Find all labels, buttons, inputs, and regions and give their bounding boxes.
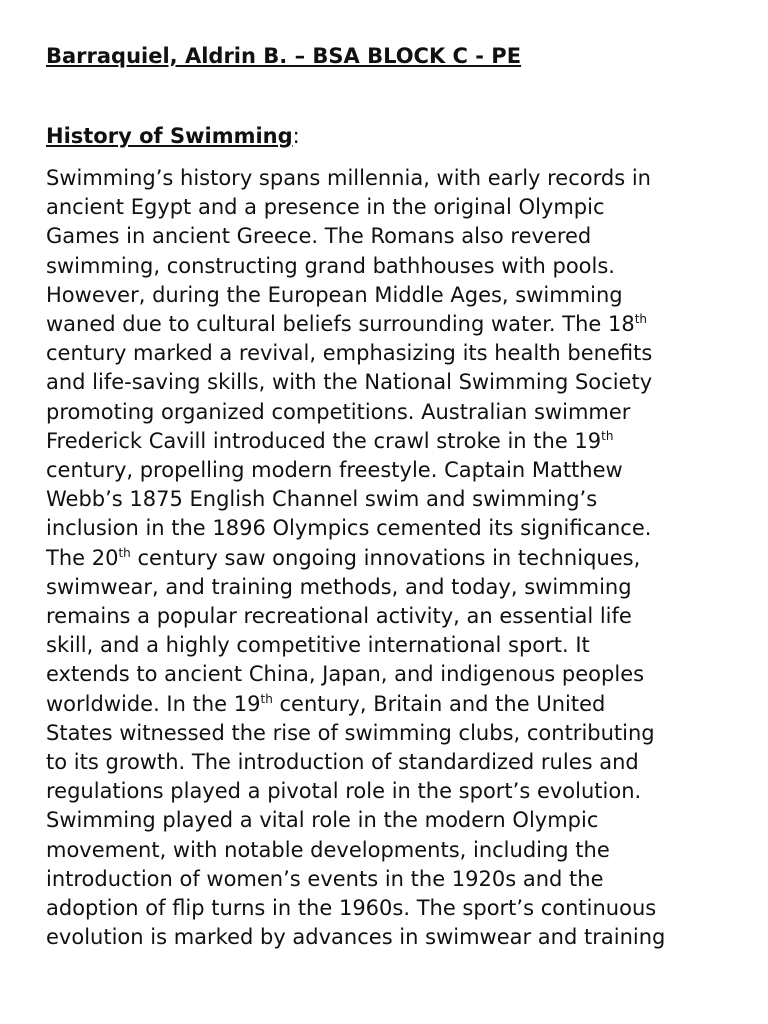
body-line — [46, 193, 736, 222]
body-line — [46, 310, 736, 339]
body-line — [46, 777, 736, 806]
body-line — [46, 923, 736, 952]
body-line-text: extends to ancient China, Japan, and indigenous peoples — [46, 662, 645, 687]
body-line-text: skill, and a highly competitive international sport. It — [46, 633, 590, 658]
body-line — [46, 222, 736, 251]
body-line — [46, 865, 736, 894]
body-line — [46, 631, 736, 660]
body-line — [46, 690, 736, 719]
body-line-text: Swimming’s history spans millennia, with early records in — [46, 166, 651, 190]
body-line-text: waned due to cultural beliefs surrounding water. The 18 — [46, 312, 635, 337]
body-line-text: ancient Egypt and a presence in the original Olympic — [46, 195, 605, 220]
body-line-text: evolution is marked by advances in swimwear and training — [46, 925, 666, 950]
body-line-text: Games in ancient Greece. The Romans also revered — [46, 224, 592, 249]
body-line-text: adoption of flip turns in the 1960s. The sport’s continuous — [46, 896, 657, 921]
body-line-text: However, during the European Middle Ages, swimming — [46, 282, 623, 307]
body-line — [46, 339, 736, 368]
body-line — [46, 456, 736, 485]
body-line — [46, 544, 736, 573]
body-line — [46, 573, 736, 602]
section-heading — [46, 124, 300, 148]
body-line-text: swimming, constructing grand bathhouses with pools. — [46, 253, 615, 278]
body-line — [46, 164, 736, 193]
body-line-text: States witnessed the rise of swimming clubs, contributing — [46, 720, 655, 745]
body-line-text: century marked a revival, emphasizing its health benefits — [46, 341, 653, 366]
body-line-text: movement, with notable developments, including the — [46, 837, 610, 862]
body-line-text: and life-saving skills, with the National Swimming Society — [46, 370, 653, 395]
body-line — [46, 485, 736, 514]
body-line-text: inclusion in the 1896 Olympics cemented its significance. — [46, 516, 652, 541]
body-line-text: worldwide. In the 19 — [46, 691, 261, 716]
body-line-text: promoting organized competitions. Australian swimmer — [46, 399, 631, 424]
body-line-text: The 20 — [46, 545, 119, 570]
body-line-text: introduction of women’s events in the 1920s and the — [46, 866, 604, 891]
body-line — [46, 252, 736, 281]
body-line — [46, 398, 736, 427]
ordinal-superscript: th — [118, 545, 131, 560]
document-header: Barraquiel, Aldrin B. – BSA BLOCK C - PE — [46, 44, 522, 68]
body-line-text: remains a popular recreational activity, an essential life — [46, 604, 632, 629]
body-line-text: Webb’s 1875 English Channel swim and swimming’s — [46, 487, 598, 512]
section-title-colon: : — [292, 124, 300, 148]
body-line — [46, 894, 736, 923]
body-line — [46, 660, 736, 689]
body-line-text-continued: century saw ongoing innovations in techniques, — [130, 545, 641, 570]
section-title: History of Swimming — [46, 124, 293, 148]
body-line — [46, 281, 736, 310]
body-line — [46, 719, 736, 748]
body-line — [46, 836, 736, 865]
body-line — [46, 368, 736, 397]
body-line-text: swimwear, and training methods, and today, swimming — [46, 574, 632, 599]
body-line — [46, 427, 736, 456]
body-line-text: century, propelling modern freestyle. Captain Matthew — [46, 458, 623, 483]
body-line-text: Swimming played a vital role in the modern Olympic — [46, 808, 599, 833]
body-line — [46, 748, 736, 777]
ordinal-superscript: th — [260, 691, 273, 706]
body-line-text: Frederick Cavill introduced the crawl stroke in the 19 — [46, 428, 602, 453]
body-line-text: regulations played a pivotal role in the sport’s evolution. — [46, 779, 642, 804]
body-line — [46, 514, 736, 543]
ordinal-superscript: th — [601, 428, 614, 443]
body-paragraph — [46, 164, 736, 952]
body-line — [46, 806, 736, 835]
body-line — [46, 602, 736, 631]
body-line-text-continued: century, Britain and the United — [272, 691, 606, 716]
body-line-text: to its growth. The introduction of standardized rules and — [46, 750, 639, 775]
ordinal-superscript: th — [634, 312, 648, 327]
